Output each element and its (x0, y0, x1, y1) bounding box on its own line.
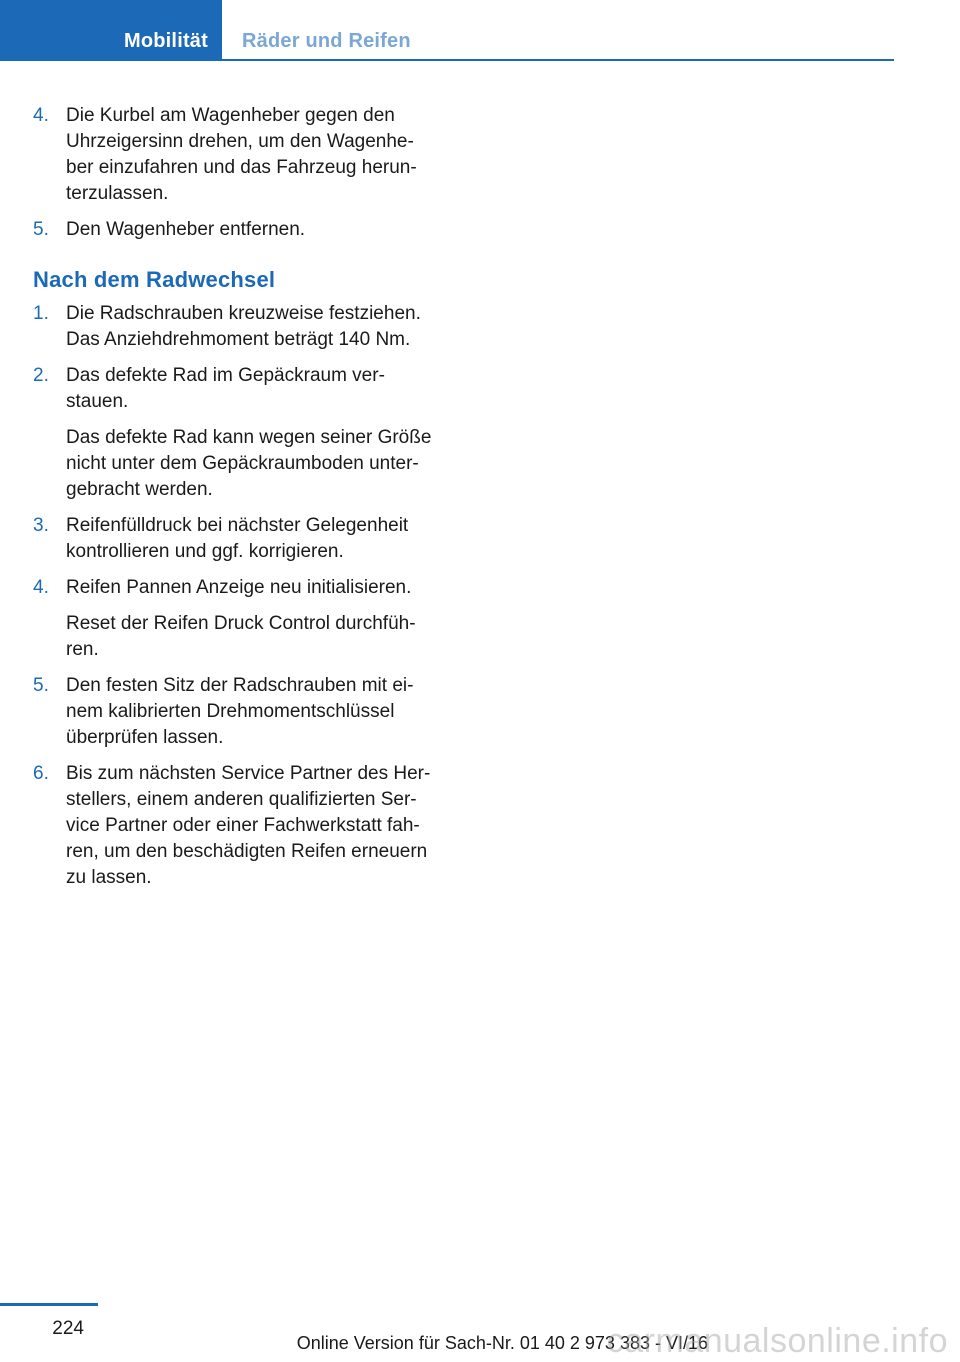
header-section-tab[interactable] (0, 0, 222, 61)
section-tab-label: Mobilität (123, 30, 208, 52)
text-line: stauen. (66, 391, 129, 412)
list-item-paragraph (66, 425, 450, 503)
list-item (0, 673, 460, 751)
list-item-text (66, 217, 450, 243)
list-item-number: 4. (33, 577, 49, 598)
page-content (0, 103, 460, 901)
list-item (0, 301, 460, 353)
text-line: terzulassen. (66, 183, 169, 204)
list-item-paragraph (66, 575, 450, 601)
list-item (0, 513, 460, 565)
list-item-paragraph (66, 761, 450, 891)
text-line: Bis zum nächsten Service Partner des Her‐ (66, 763, 431, 784)
list-item-number: 5. (33, 675, 49, 696)
text-line: Uhrzeigersinn drehen, um den Wagenhe‐ (66, 131, 414, 152)
text-line: Das defekte Rad im Gepäckraum ver‐ (66, 365, 385, 386)
list-item-text (66, 513, 450, 565)
watermark: carmanualsonline.info (606, 1322, 948, 1360)
list-item-paragraph (66, 611, 450, 663)
list-item (0, 217, 460, 243)
list-item (0, 575, 460, 663)
list-item-text (66, 761, 450, 891)
footer-divider (0, 1303, 98, 1306)
list-item-number: 2. (33, 365, 49, 386)
list-item (0, 363, 460, 503)
text-line: überprüfen lassen. (66, 727, 224, 748)
list-item-text (66, 103, 450, 207)
header-subsection-tab[interactable] (222, 0, 894, 61)
section-heading: Nach dem Radwechsel (33, 267, 276, 292)
list-item-text (66, 575, 450, 663)
text-line: vice Partner oder einer Fachwerkstatt fah‐ (66, 815, 420, 836)
text-line: Reifen Pannen Anzeige neu initialisieren. (66, 577, 412, 598)
text-line: Die Radschrauben kreuzweise festziehen. (66, 303, 421, 324)
list-item-paragraph (66, 103, 450, 207)
list-item-paragraph (66, 673, 450, 751)
list-item-number: 4. (33, 105, 49, 126)
text-line: stellers, einem anderen qualifizierten Ser‐ (66, 789, 417, 810)
text-line: ber einzufahren und das Fahrzeug herun‐ (66, 157, 417, 178)
text-line: Den Wagenheber entfernen. (66, 219, 306, 240)
text-line: Reset der Reifen Druck Control durchfüh‐ (66, 613, 416, 634)
list-item-number: 6. (33, 763, 49, 784)
text-line: nem kalibrierten Drehmomentschlüssel (66, 701, 395, 722)
list-item-text (66, 301, 450, 353)
list-top (0, 103, 460, 243)
list-item-text (66, 673, 450, 751)
header-divider (222, 59, 894, 61)
text-line: ren, um den beschädigten Reifen erneuern (66, 841, 428, 862)
list-item (0, 103, 460, 207)
text-line: zu lassen. (66, 867, 152, 888)
list-item-paragraph (66, 217, 450, 243)
list-item-paragraph (66, 363, 450, 415)
list-item-paragraph (66, 513, 450, 565)
text-line: Die Kurbel am Wagenheber gegen den (66, 105, 395, 126)
list-item-number: 3. (33, 515, 49, 536)
text-line: Reifenfülldruck bei nächster Gelegenheit (66, 515, 409, 536)
text-line: Das Anziehdrehmoment beträgt 140 Nm. (66, 329, 411, 350)
text-line: ren. (66, 639, 99, 660)
list-main (0, 301, 460, 891)
page-number: 224 (52, 1318, 84, 1339)
list-item-number: 1. (33, 303, 49, 324)
list-item-paragraph (66, 301, 450, 353)
text-line: nicht unter dem Gepäckraumboden unter‐ (66, 453, 419, 474)
text-line: Das defekte Rad kann wegen seiner Größe (66, 427, 432, 448)
text-line: kontrollieren und ggf. korrigieren. (66, 541, 344, 562)
list-item-text (66, 363, 450, 503)
text-line: Den festen Sitz der Radschrauben mit ei‐ (66, 675, 414, 696)
subsection-tab-label: Räder und Reifen (242, 30, 411, 52)
online-version-note: Online Version für Sach-Nr. 01 40 2 973 383 - VI/16 (296, 1333, 708, 1353)
text-line: gebracht werden. (66, 479, 213, 500)
list-item-number: 5. (33, 219, 49, 240)
list-item (0, 761, 460, 891)
